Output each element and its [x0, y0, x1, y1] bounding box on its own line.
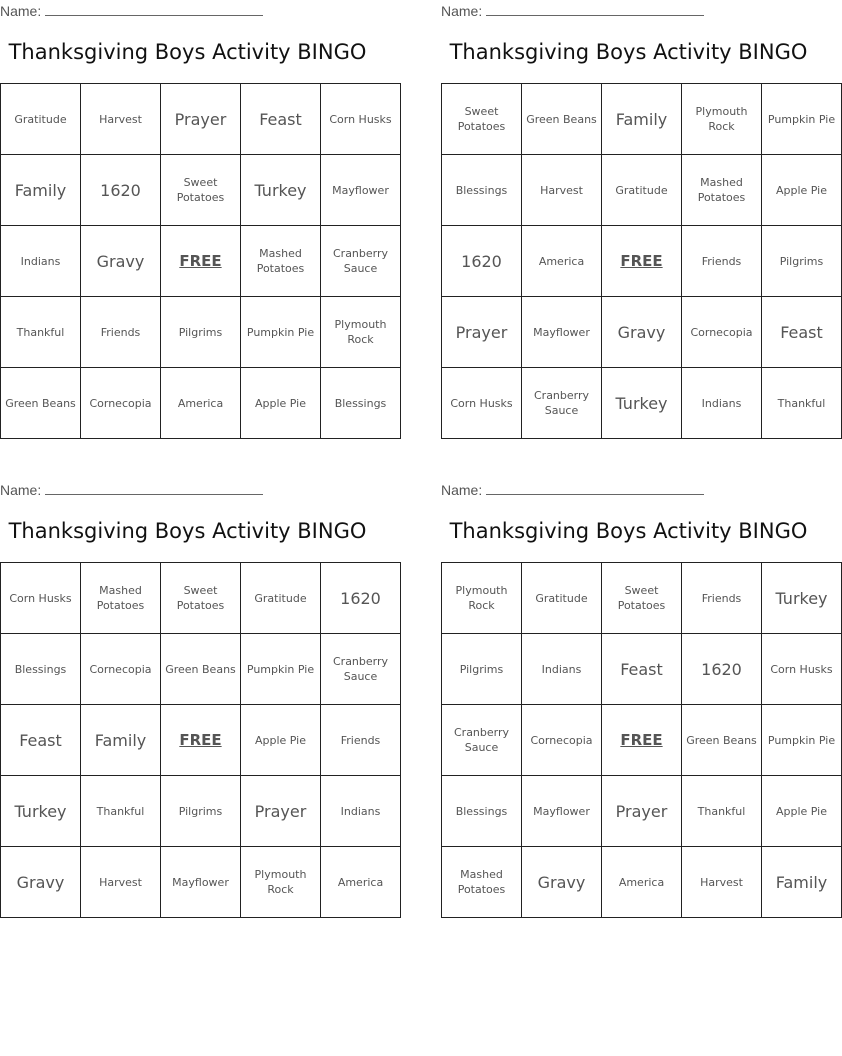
bingo-cell[interactable]: Cornecopia	[522, 705, 602, 776]
bingo-cell[interactable]: Cranberry Sauce	[321, 634, 401, 705]
bingo-cell[interactable]: Pilgrims	[762, 226, 842, 297]
bingo-cell[interactable]: Apple Pie	[241, 368, 321, 439]
bingo-cell[interactable]: Thankful	[81, 776, 161, 847]
bingo-cell[interactable]: Mayflower	[321, 155, 401, 226]
bingo-cell[interactable]: Gratitude	[522, 563, 602, 634]
bingo-cell[interactable]: Apple Pie	[241, 705, 321, 776]
bingo-cell[interactable]: Prayer	[241, 776, 321, 847]
bingo-cell[interactable]: Turkey	[762, 563, 842, 634]
bingo-row	[1, 705, 401, 776]
bingo-cell[interactable]: 1620	[442, 226, 522, 297]
name-blank-line[interactable]	[45, 481, 263, 495]
bingo-cell[interactable]: Feast	[762, 297, 842, 368]
bingo-cell[interactable]: Cranberry Sauce	[442, 705, 522, 776]
bingo-cell[interactable]: Cranberry Sauce	[321, 226, 401, 297]
bingo-cell[interactable]: Mayflower	[522, 297, 602, 368]
name-blank-line[interactable]	[486, 2, 704, 16]
bingo-cell[interactable]: Green Beans	[1, 368, 81, 439]
name-blank-line[interactable]	[486, 481, 704, 495]
name-label: Name:	[0, 482, 42, 498]
bingo-cell[interactable]: Thankful	[682, 776, 762, 847]
name-field[interactable]	[441, 481, 704, 498]
bingo-cell[interactable]: Plymouth Rock	[321, 297, 401, 368]
bingo-cell[interactable]: America	[161, 368, 241, 439]
bingo-cell[interactable]: Sweet Potatoes	[442, 84, 522, 155]
bingo-cell[interactable]: Plymouth Rock	[241, 847, 321, 918]
bingo-cell[interactable]: 1620	[321, 563, 401, 634]
bingo-row	[442, 563, 842, 634]
bingo-cell[interactable]: Harvest	[81, 847, 161, 918]
bingo-grid	[441, 83, 842, 439]
bingo-cell[interactable]: Pilgrims	[161, 776, 241, 847]
bingo-row	[442, 776, 842, 847]
free-space[interactable]: FREE	[602, 705, 682, 776]
bingo-cell[interactable]: Cornecopia	[81, 368, 161, 439]
free-space[interactable]: FREE	[161, 705, 241, 776]
bingo-row	[442, 705, 842, 776]
bingo-cell[interactable]: Friends	[321, 705, 401, 776]
bingo-card-1	[0, 0, 392, 440]
bingo-cell[interactable]: Blessings	[442, 776, 522, 847]
bingo-cell[interactable]: Prayer	[442, 297, 522, 368]
bingo-cell[interactable]: Friends	[81, 297, 161, 368]
bingo-cell[interactable]: Cornecopia	[682, 297, 762, 368]
bingo-cell[interactable]: Friends	[682, 563, 762, 634]
bingo-cell[interactable]: Family	[762, 847, 842, 918]
free-space[interactable]: FREE	[602, 226, 682, 297]
bingo-cell[interactable]: America	[522, 226, 602, 297]
bingo-cell[interactable]: Green Beans	[161, 634, 241, 705]
bingo-row	[1, 155, 401, 226]
card-title: Thanksgiving Boys Activity BINGO	[8, 519, 367, 543]
bingo-cell[interactable]: Gravy	[81, 226, 161, 297]
bingo-cell[interactable]: Mayflower	[522, 776, 602, 847]
bingo-cell[interactable]: Blessings	[321, 368, 401, 439]
name-field[interactable]	[441, 2, 704, 19]
bingo-cell[interactable]: Indians	[682, 368, 762, 439]
bingo-cell[interactable]: Gratitude	[602, 155, 682, 226]
bingo-cell[interactable]: Turkey	[1, 776, 81, 847]
bingo-cell[interactable]: Cornecopia	[81, 634, 161, 705]
bingo-cell[interactable]: Cranberry Sauce	[522, 368, 602, 439]
bingo-row	[1, 226, 401, 297]
bingo-row	[1, 563, 401, 634]
bingo-cell[interactable]: Gratitude	[1, 84, 81, 155]
bingo-row	[442, 226, 842, 297]
bingo-cell[interactable]: Family	[602, 84, 682, 155]
bingo-cell[interactable]: Harvest	[682, 847, 762, 918]
bingo-card-4	[441, 479, 836, 919]
bingo-cell[interactable]: Feast	[241, 84, 321, 155]
name-label: Name:	[441, 3, 483, 19]
bingo-cell[interactable]: Plymouth Rock	[442, 563, 522, 634]
bingo-cell[interactable]: Blessings	[1, 634, 81, 705]
bingo-cell[interactable]: Indians	[1, 226, 81, 297]
bingo-cell[interactable]: Mayflower	[161, 847, 241, 918]
bingo-row	[442, 297, 842, 368]
bingo-row	[1, 297, 401, 368]
bingo-cell[interactable]: Mashed Potatoes	[682, 155, 762, 226]
bingo-cell[interactable]: Green Beans	[682, 705, 762, 776]
bingo-card-2	[441, 0, 836, 440]
bingo-cell[interactable]: Gravy	[602, 297, 682, 368]
bingo-cell[interactable]: Corn Husks	[442, 368, 522, 439]
bingo-cell[interactable]: Turkey	[241, 155, 321, 226]
bingo-row	[442, 368, 842, 439]
bingo-cell[interactable]: Corn Husks	[1, 563, 81, 634]
bingo-cell[interactable]: Family	[1, 155, 81, 226]
bingo-cell[interactable]: Sweet Potatoes	[161, 155, 241, 226]
bingo-cell[interactable]: Mashed Potatoes	[241, 226, 321, 297]
name-blank-line[interactable]	[45, 2, 263, 16]
bingo-cell[interactable]: Blessings	[442, 155, 522, 226]
bingo-row	[1, 368, 401, 439]
bingo-cell[interactable]: Pumpkin Pie	[241, 297, 321, 368]
bingo-cell[interactable]: Indians	[522, 634, 602, 705]
bingo-cell[interactable]: Harvest	[522, 155, 602, 226]
bingo-cell[interactable]: Pilgrims	[442, 634, 522, 705]
bingo-cell[interactable]: Feast	[1, 705, 81, 776]
bingo-cell[interactable]: Turkey	[602, 368, 682, 439]
bingo-grid	[0, 562, 401, 918]
bingo-cell[interactable]: Mashed Potatoes	[81, 563, 161, 634]
bingo-cell[interactable]: Prayer	[602, 776, 682, 847]
bingo-card-3	[0, 479, 389, 919]
bingo-cell[interactable]: Feast	[602, 634, 682, 705]
bingo-grid	[441, 562, 842, 918]
bingo-cell[interactable]: Plymouth Rock	[682, 84, 762, 155]
name-field[interactable]	[0, 2, 263, 19]
bingo-cell[interactable]: Pumpkin Pie	[762, 84, 842, 155]
name-field[interactable]	[0, 481, 263, 498]
bingo-cell[interactable]: Prayer	[161, 84, 241, 155]
bingo-cell[interactable]: Apple Pie	[762, 155, 842, 226]
bingo-cell[interactable]: Indians	[321, 776, 401, 847]
card-title: Thanksgiving Boys Activity BINGO	[449, 40, 808, 64]
bingo-grid	[0, 83, 401, 439]
card-title: Thanksgiving Boys Activity BINGO	[449, 519, 808, 543]
bingo-cell[interactable]: Thankful	[762, 368, 842, 439]
bingo-cell[interactable]: Thankful	[1, 297, 81, 368]
bingo-cell[interactable]: 1620	[682, 634, 762, 705]
bingo-cell[interactable]: Gravy	[522, 847, 602, 918]
card-title: Thanksgiving Boys Activity BINGO	[8, 40, 367, 64]
bingo-cell[interactable]: Sweet Potatoes	[602, 563, 682, 634]
name-label: Name:	[0, 3, 42, 19]
bingo-cell[interactable]: Corn Husks	[762, 634, 842, 705]
bingo-row	[442, 155, 842, 226]
bingo-cell[interactable]: Sweet Potatoes	[161, 563, 241, 634]
name-label: Name:	[441, 482, 483, 498]
bingo-cell[interactable]: Family	[81, 705, 161, 776]
bingo-row	[1, 776, 401, 847]
free-space[interactable]: FREE	[161, 226, 241, 297]
bingo-cell[interactable]: Apple Pie	[762, 776, 842, 847]
bingo-row	[442, 634, 842, 705]
bingo-cell[interactable]: 1620	[81, 155, 161, 226]
bingo-row	[1, 847, 401, 918]
bingo-cell[interactable]: Green Beans	[522, 84, 602, 155]
bingo-cell[interactable]: America	[602, 847, 682, 918]
bingo-cell[interactable]: Gravy	[1, 847, 81, 918]
bingo-row	[442, 84, 842, 155]
bingo-cell[interactable]: Pumpkin Pie	[241, 634, 321, 705]
bingo-row	[442, 847, 842, 918]
bingo-cell[interactable]: Harvest	[81, 84, 161, 155]
bingo-cell[interactable]: Gratitude	[241, 563, 321, 634]
bingo-row	[1, 84, 401, 155]
bingo-cell[interactable]: Corn Husks	[321, 84, 401, 155]
bingo-cell[interactable]: Mashed Potatoes	[442, 847, 522, 918]
bingo-cell[interactable]: Pumpkin Pie	[762, 705, 842, 776]
bingo-cell[interactable]: Pilgrims	[161, 297, 241, 368]
bingo-cell[interactable]: America	[321, 847, 401, 918]
bingo-cell[interactable]: Friends	[682, 226, 762, 297]
bingo-row	[1, 634, 401, 705]
